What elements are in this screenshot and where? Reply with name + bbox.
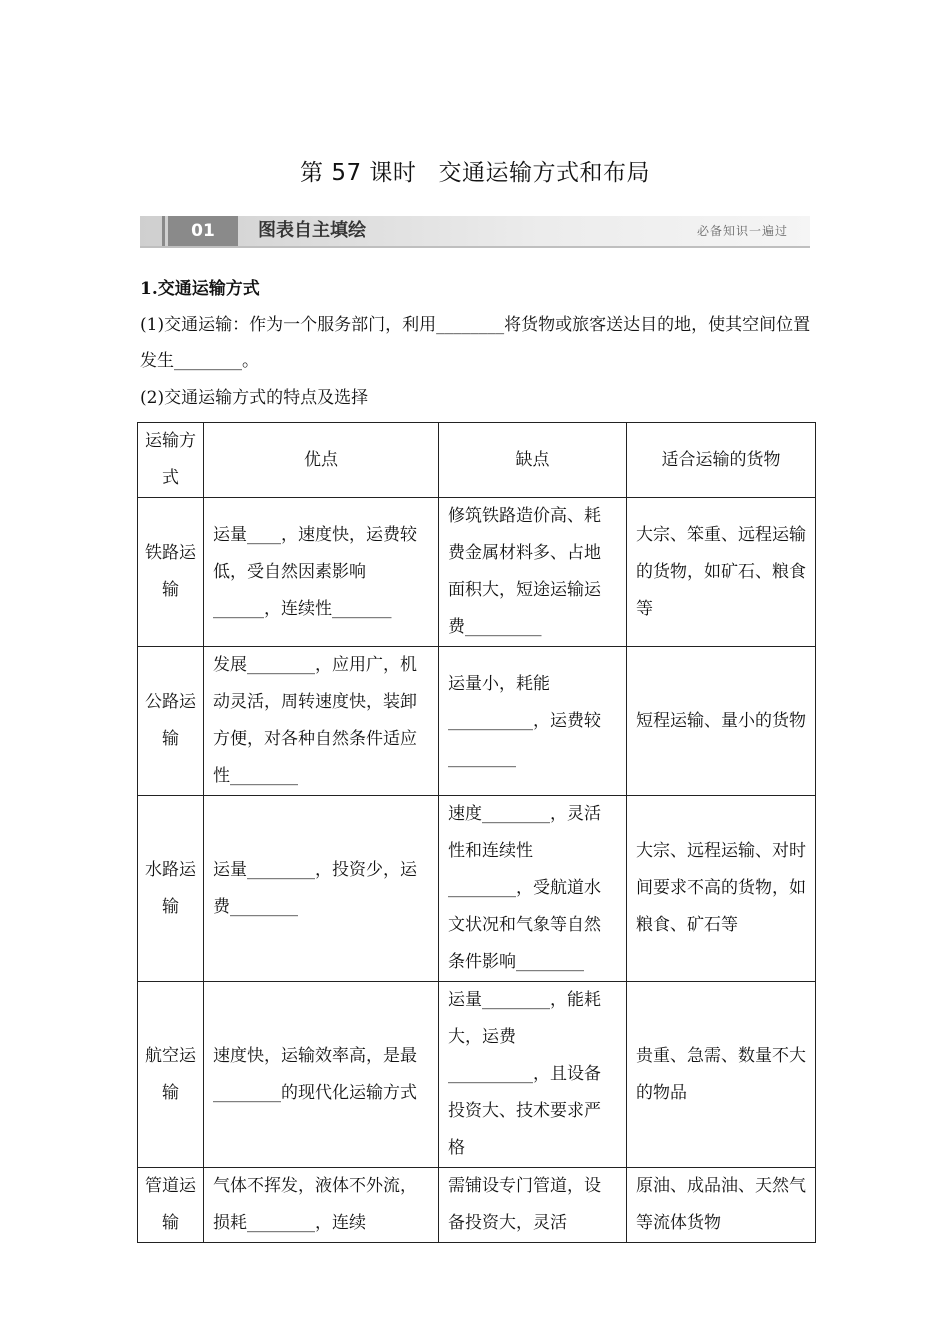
header-cons: 缺点 [439,423,627,498]
table-row [138,1168,816,1243]
header-mode: 运输方式 [138,423,204,498]
banner-heading: 图表自主填绘 [258,220,366,241]
cell-mode: 公路运输 [138,647,204,796]
banner-number: 01 [168,216,238,246]
cell-cons [439,1168,627,1243]
cell-goods: 贵重、急需、数量不大的物品 [627,982,816,1168]
cell-mode: 铁路运输 [138,498,204,647]
table-row [138,982,816,1168]
cell-goods-text: 原油、成品油、天然气等流体货物 [636,1176,806,1233]
transport-table [137,422,816,1243]
paragraph-definition: (1)交通运输：作为一个服务部门，利用________将货物或旅客送达目的地，使其空间位置发生________。 [140,315,811,371]
banner-tag: 必备知识一遍过 [696,224,788,238]
cell-pros: 运量________，投资少，运费________ [204,796,439,982]
cell-cons: 速度________，灵活性和连续性________，受航道水文状况和气象等自然条件影响________ [439,796,627,982]
lesson-topic: 交通运输方式和布局 [438,160,650,186]
cell-pros: 运量____，速度快，运费较低，受自然因素影响______，连续性_______ [204,498,439,647]
cell-mode [138,1168,204,1243]
cell-cons: 运量________，能耗大，运费__________，且设备投资大、技术要求严格 [439,982,627,1168]
table-row [138,796,816,982]
cell-goods: 大宗、笨重、远程运输的货物，如矿石、粮食等 [627,498,816,647]
cell-mode: 航空运输 [138,982,204,1168]
table-row [138,498,816,647]
table-header-row [138,423,816,498]
cell-pros-text: 气体不挥发，液体不外流，损耗________，连续 [213,1176,417,1233]
header-pros: 优点 [204,423,439,498]
cell-cons: 运量小，耗能__________，运费较________ [439,647,627,796]
cell-pros [204,1168,439,1243]
table-row [138,647,816,796]
cell-mode-text: 管道运输 [145,1176,196,1233]
section-banner [140,216,810,248]
cell-pros: 发展________，应用广，机动灵活，周转速度快，装卸方便，对各种自然条件适应性________ [204,647,439,796]
cell-goods: 短程运输、量小的货物 [627,647,816,796]
cell-pros: 速度快，运输效率高，是最________的现代化运输方式 [204,982,439,1168]
section-heading: 1.交通运输方式 [140,279,260,299]
lesson-number: 第 57 课时 [300,160,417,186]
cell-mode: 水路运输 [138,796,204,982]
cell-goods: 大宗、远程运输、对时间要求不高的货物，如粮食、矿石等 [627,796,816,982]
cell-cons: 修筑铁路造价高、耗费金属材料多、占地面积大，短途运输运费_________ [439,498,627,647]
cell-goods [627,1168,816,1243]
page-title [0,154,950,187]
cell-cons-text: 需铺设专门管道，设备投资大，灵活 [448,1176,601,1233]
header-goods: 适合运输的货物 [627,423,816,498]
paragraph-subheading: (2)交通运输方式的特点及选择 [140,388,369,408]
